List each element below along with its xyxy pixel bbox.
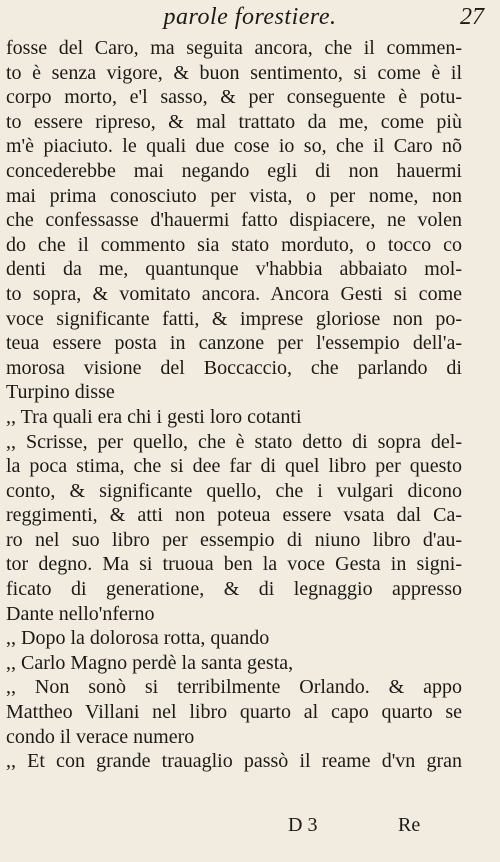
- text-line: ,, Et con grande trauaglio passò il reame d'vn gran: [6, 750, 462, 773]
- text-line: Dante nello'nferno: [6, 602, 155, 625]
- page-footer: [0, 812, 500, 842]
- text-line: concederebbe mai negando egli di non hauermi: [6, 159, 462, 182]
- text-line: morosa visione del Boccaccio, che parlando di: [6, 356, 462, 379]
- text-line: ,, Non sonò si terribilmente Orlando. & appo: [6, 676, 462, 699]
- text-line: che confessasse d'hauermi fatto dispiacere, ne volen: [6, 209, 462, 232]
- text-line: to essere ripreso, & mal trattato da me, come più: [6, 110, 462, 133]
- text-line: do che il commento sia stato morduto, o tocco co: [6, 233, 462, 256]
- text-line: la poca stima, che si dee far di quel libro per questo: [6, 455, 462, 478]
- text-line: ficato di generatione, & di legnaggio appresso: [6, 578, 462, 601]
- text-line: fosse del Caro, ma seguita ancora, che il commen-: [6, 37, 462, 59]
- text-line: ro nel suo libro per essempio di niuno libro d'au-: [6, 528, 462, 551]
- text-line: ,, Dopo la dolorosa rotta, quando: [6, 627, 270, 650]
- text-line: condo il verace numero: [6, 725, 195, 748]
- text-line: to è senza vigore, & buon sentimento, si come è il: [6, 61, 462, 84]
- running-title: parole forestiere.: [163, 4, 337, 30]
- text-line: voce significante fatti, & imprese gloriose non po-: [6, 307, 462, 330]
- text-line: ,, Carlo Magno perdè la santa gesta,: [6, 651, 294, 674]
- text-line: conto, & significante quello, che i vulgari dicono: [6, 479, 462, 502]
- text-line: mai prima conosciuto per vista, o per nome, non: [6, 184, 462, 207]
- text-line: Turpino disse: [6, 381, 115, 404]
- text-line: ,, Tra quali era chi i gesti loro cotanti: [6, 405, 302, 428]
- text-line: ,, Scrisse, per quello, che è stato detto di sopra del-: [6, 430, 462, 453]
- text-line: teua essere posta in canzone per l'essempio dell'a-: [6, 332, 462, 355]
- text-line: reggimenti, & atti non poteua essere vsata dal Ca-: [6, 504, 462, 527]
- text-line: to sopra, & vomitato ancora. Ancora Gesti si come: [6, 282, 462, 305]
- text-line: m'è piaciuto. le quali due cose io so, che il Caro nõ: [6, 135, 462, 158]
- text-line: denti da me, quantunque v'habbia abbaiato mol-: [6, 258, 462, 281]
- text-line: Mattheo Villani nel libro quarto al capo quarto se: [6, 701, 462, 724]
- text-line: corpo morto, e'l sasso, & per conseguente è potu-: [6, 86, 462, 109]
- text-line: tor degno. Ma si truoua ben la voce Gesta in signi-: [6, 553, 462, 576]
- body-text: [6, 36, 462, 774]
- page-number: 27: [460, 4, 484, 30]
- catchword: Re: [398, 814, 421, 836]
- running-head: [0, 0, 500, 34]
- signature-mark: D 3: [288, 814, 318, 836]
